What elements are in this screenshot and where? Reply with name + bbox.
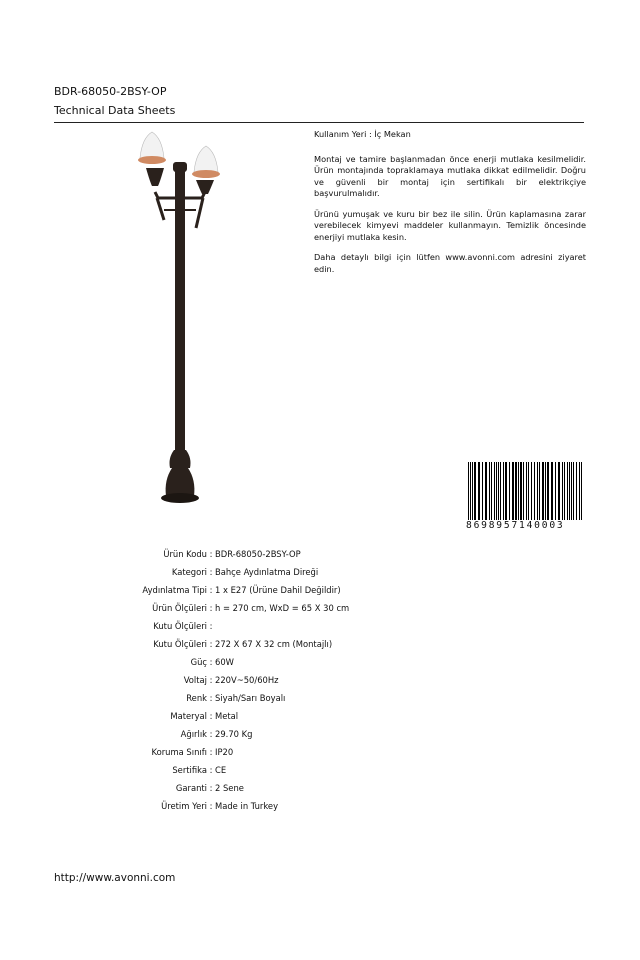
spec-label: Kutu Ölçüleri: [153, 621, 207, 631]
spec-label: Kategori: [171, 567, 207, 577]
spec-label: Voltaj: [183, 675, 207, 685]
spec-label: Ürün Kodu: [163, 549, 207, 559]
spec-label: Güç: [190, 657, 207, 667]
spec-row: Materyal : Metal: [100, 707, 349, 725]
spec-label: Ağırlık: [180, 729, 207, 739]
more-info-note: Daha detaylı bilgi için lütfen www.avonni.com adresini ziyaret edin.: [314, 252, 586, 274]
spec-label: Kutu Ölçüleri: [153, 639, 207, 649]
barcode-bar: [509, 462, 510, 520]
barcode-number: 8698957140003: [466, 520, 584, 532]
spec-value: 29.70 Kg: [215, 729, 253, 739]
barcode-bar: [547, 462, 549, 520]
usage-label: Kullanım Yeri: [314, 129, 367, 139]
spec-row: Voltaj : 220V~50/60Hz: [100, 671, 349, 689]
barcode-bar: [526, 462, 527, 520]
spec-label: Üretim Yeri: [161, 801, 207, 811]
barcode-bar: [571, 462, 572, 520]
spec-row: Ağırlık : 29.70 Kg: [100, 725, 349, 743]
spec-value: Siyah/Sarı Boyalı: [215, 693, 286, 703]
spec-label: Sertifika: [172, 765, 207, 775]
barcode-bar: [539, 462, 540, 520]
spec-value: IP20: [215, 747, 234, 757]
lamp-globe-right: [192, 146, 220, 178]
header-divider: [54, 122, 584, 123]
barcode-bar: [567, 462, 568, 520]
spec-row: Üretim Yeri : Made in Turkey: [100, 797, 349, 815]
barcode-bar: [520, 462, 522, 520]
spec-value: Made in Turkey: [215, 801, 279, 811]
spec-row: Aydınlatma Tipi : 1 x E27 (Ürüne Dahil Değildir): [100, 581, 349, 599]
barcode-bar: [573, 462, 574, 520]
installation-warning: Montaj ve tamire başlanmadan önce enerji mutlaka kesilmelidir. Ürün montajında topraklamaya mutlaka dikkat edilmelidir. Doğru ve güvenli bir montaj için sertifikalı bir elektrikçiye başvurulmalıdır.: [314, 153, 586, 198]
barcode-bar: [523, 462, 524, 520]
barcode-bar: [542, 462, 544, 520]
spec-value: CE: [215, 765, 227, 775]
barcode-bar: [498, 462, 499, 520]
spec-value: h = 270 cm, WxD = 65 X 30 cm: [215, 603, 350, 613]
spec-value: Metal: [215, 711, 239, 721]
barcode-bar: [472, 462, 473, 520]
barcode-bar: [485, 462, 487, 520]
spec-label: Ürün Ölçüleri: [152, 603, 207, 613]
spec-table: [100, 545, 349, 815]
barcode-bar: [482, 462, 483, 520]
barcode-bar: [537, 462, 538, 520]
cleaning-instructions: Ürünü yumuşak ve kuru bir bez ile silin. Ürün kaplamasına zarar verebilecek kimyevi maddeler kullanmayın. Temizlik öncesinde enerjiyi mutlaka kesin.: [314, 208, 586, 242]
spec-value: 272 X 67 X 32 cm (Montajlı): [215, 639, 333, 649]
spec-label: Materyal: [170, 711, 207, 721]
spec-row: Kutu Ölçüleri :: [100, 617, 349, 635]
barcode-bar: [489, 462, 490, 520]
spec-row: Sertifika : CE: [100, 761, 349, 779]
spec-row: Kategori : Bahçe Aydınlatma Direği: [100, 563, 349, 581]
barcode-bar: [531, 462, 532, 520]
product-description: [314, 129, 586, 284]
barcode-bar: [491, 462, 492, 520]
barcode-bar: [505, 462, 507, 520]
spec-label: Garanti: [175, 783, 207, 793]
spec-value: 60W: [215, 657, 234, 667]
barcode-bar: [555, 462, 556, 520]
barcode-bar: [558, 462, 560, 520]
usage-location: Kullanım Yeri : İç Mekan: [314, 129, 411, 139]
barcode-bar: [496, 462, 497, 520]
lamp-pole: [161, 162, 199, 503]
product-image-lamp-post: [130, 128, 230, 508]
spec-value: 1 x E27 (Ürüne Dahil Değildir): [215, 585, 341, 595]
spec-value: Bahçe Aydınlatma Direği: [215, 567, 319, 577]
spec-row: Ürün Kodu : BDR-68050-2BSY-OP: [100, 545, 349, 563]
page-header: [54, 84, 584, 123]
spec-row: Kutu Ölçüleri : 272 X 67 X 32 cm (Montajlı): [100, 635, 349, 653]
usage-value: İç Mekan: [374, 129, 411, 139]
barcode-bar: [494, 462, 495, 520]
barcode-bar: [478, 462, 480, 520]
barcode-bar: [503, 462, 504, 520]
spec-value: BDR-68050-2BSY-OP: [215, 549, 301, 559]
product-code-title: BDR-68050-2BSY-OP: [54, 85, 167, 98]
barcode-bar: [500, 462, 501, 520]
spec-value: 220V~50/60Hz: [215, 675, 279, 685]
barcode-bar: [474, 462, 476, 520]
barcode-bar: [528, 462, 529, 520]
spec-row: Güç : 60W: [100, 653, 349, 671]
barcode-bar: [562, 462, 563, 520]
website-link[interactable]: http://www.avonni.com: [54, 872, 176, 884]
spec-label: Aydınlatma Tipi: [142, 585, 207, 595]
barcode-bar: [518, 462, 519, 520]
lamp-arm-right: [185, 180, 214, 228]
lamp-globe-left: [138, 132, 166, 164]
lamp-arm-left: [146, 168, 175, 220]
barcode-bar: [534, 462, 535, 520]
spec-label: Renk: [186, 693, 207, 703]
spec-row: Koruma Sınıfı : IP20: [100, 743, 349, 761]
barcode-bar: [551, 462, 553, 520]
page-subtitle: Technical Data Sheets: [54, 104, 176, 117]
spec-label: Koruma Sınıfı: [151, 747, 207, 757]
spec-value: 2 Sene: [215, 783, 244, 793]
barcode-bar: [564, 462, 565, 520]
spec-row: Garanti : 2 Sene: [100, 779, 349, 797]
barcode-bar: [576, 462, 577, 520]
barcode-bar: [569, 462, 570, 520]
barcode-bar: [515, 462, 517, 520]
spec-row: Renk : Siyah/Sarı Boyalı: [100, 689, 349, 707]
spec-row: Ürün Ölçüleri : h = 270 cm, WxD = 65 X 30 cm: [100, 599, 349, 617]
barcode-bar: [512, 462, 514, 520]
barcode-bar: [545, 462, 546, 520]
